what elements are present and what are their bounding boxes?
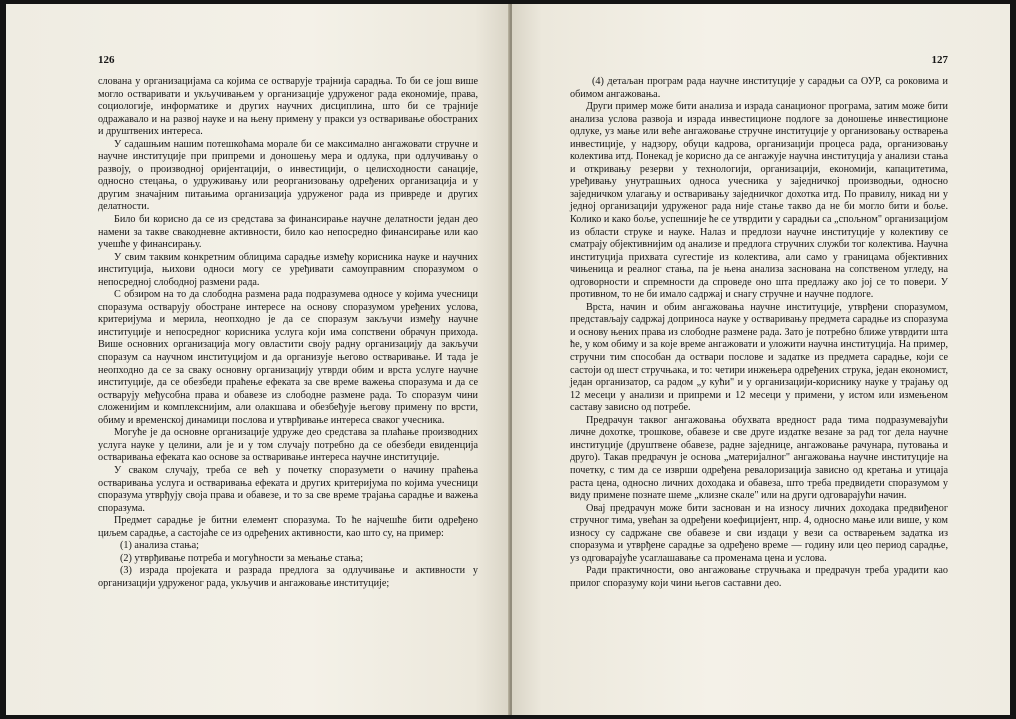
list-item: (1) анализа стања; <box>120 540 199 552</box>
left-page-body <box>98 76 478 590</box>
page-number-left: 126 <box>98 54 115 66</box>
paragraph: Предмет сарадње је битни елемент споразума. То ће најчешће бити одређено циљем сарадње, а састојаће се из одређених активности, као што су, на пример: <box>98 515 478 539</box>
list-item: (3) израда пројеката и разрада предлога за одлучивање и активности у организацији удруженог рада, укључив и ангажовање институције; <box>98 565 478 589</box>
paragraph: Други пример може бити анализа и израда санационог програма, затим може бити анализа услова развоја и израда инвестиционе подлоге за доношење инвестиционе одлуке, уз мање или веће ангажовање стручне институције у организовању остварења инвестиције, у надзору, обуци кадрова, организацији процеса рада, организовању колектива итд. Понекад је корисно да се ангажује научна институција у анализи стања и откривању резерви у технологији, организацији, економији, капацитетима, уређивању унутрашњих односа учесника у заједничкој производњи, односно заједничком улагању и остваривању заједничког дохотка итд. По правилу, никад ни у једној организацији удруженог рада није стање такво да не би могло бити и боље. Колико и како боље, успешније ће се утврдити у сарадњи са „спољном" организацијом из области струке и науке. Налаз и предлози научне институције у колективу се сматрају објективнијим од анализе и предлога стручних служби тог колектива. Научна институција прихвата сугестије из колектива, али само у границама објективних чињеница и реалног стања, па је њена анализа заснована на сопственом угледу, на одговорности и спремности да спроведе оно шта предлажу ако јој се то повери. У противном, то не би имало садржај и снагу стручне и научне подлоге. <box>570 101 948 301</box>
paragraph: С обзиром на то да слободна размена рада подразумева односе у којима учесници споразума остварују обостране интересе на основу споразумом уређених услова, критеријума и мерила, неопходно је да се споразум закључи између научне институције и непосредног корисника услуга који има сопствени обрачун прихода. Више основних организација могу овластити своју радну организацију да закључи споразум са научном институцијом и да организује његово остваривање. И тада је неопходно да се за сваку основну организацију утврди обим и врста услуге научне институције, да се обезбеди праћење ефеката за све време важења споразума и да се остварују међусобна права и обавезе из слободне размене рада. То споразум чини сложенијим и комплекснијим, али олакшава и обезбеђује његову примену по врсти, обиму и временској динамици послова и утврђивање интереса сваког учесника. <box>98 289 478 426</box>
paragraph: Врста, начин и обим ангажовања научне институције, утврђени споразумом, представљају садржај доприноса науке у остваривању предмета сарадње из споразума и основу њених права из слободне размене рада. Зато је потребно ближе утврдити шта ће, у ком обиму и за које време ангажовати и уложити научна институција. На пример, стручни тим способан да оствари послове и задатке из предмета сарадње, који се састоји од шест стручњака, и то: четири инжењера одређених струка, један економист, један организатор, са радом „у кући" и у организацији-кориснику науке у трајању од 12 месеци у анализи и припреми и 12 месеци у примени, у истом или измењеном саставу зависно од потребе. <box>570 301 948 414</box>
paragraph: У свим таквим конкретним облицима сарадње између корисника науке и научних институција, њихови односи могу се уређивати самоуправним споразумом о непосредној слободној размени рада. <box>98 251 478 288</box>
paragraph: У сваком случају, треба се већ у почетку споразумети о начину праћења остваривања услуга и остваривања ефеката и других критеријума по којима учесници споразума утврђују своја права и обавезе, и то за све време трајања сарадње и важења споразума. <box>98 464 478 514</box>
list-item: (4) детаљан програм рада научне институције у сарадњи са ОУР, са роковима и обимом ангажовања. <box>570 76 948 100</box>
right-page-body <box>570 76 948 590</box>
list-item: (2) утврђивање потреба и могућности за мењање стања; <box>120 552 364 564</box>
paragraph: Ради практичности, ово ангажовање стручњака и предрачун треба урадити као прилог споразуму који чини његов саставни део. <box>570 565 948 589</box>
paragraph: Предрачун таквог ангажовања обухвата вредност рада тима подразумевајући личне дохотке, трошкове, обавезе и све друге издатке везане за рад тог дела научне институције (друштвене обавезе, радне заједнице, ангажовање рачунара, путовања и друго). Такав предрачун је основа „материјалног" ангажовања научне институције на почетку, с тим да се изврши одређена ревалоризација зависно од кретања и утицаја раста цена, односно личних доходака и обавеза, што треба предвидети споразумом у виду примене познате шеме „клизне скале" или на други одговарајући начин. <box>570 414 948 502</box>
paragraph: У садашњим нашим потешкоћама морале би се максимално ангажовати стручне и научне институције при припреми и доношењу мера и одлука, при одлучивању о развоју, о производној оријентацији, о инвестицији, о целисходности санације, односно стецања, о удруживању или реорганизовању одређених организација и у другим значајним питањима организација удруженог рада из привреде и других делатности. <box>98 138 478 213</box>
left-page <box>6 4 510 715</box>
right-page <box>512 4 1010 715</box>
page-number-right: 127 <box>931 54 948 66</box>
paragraph: слована у организацијама са којима се остварује трајнија сарадња. То би се још више могло остваривати и укључивањем у организације удруженог рада економије, права, социологије, информатике и других научних дисциплина, што би се трајније одражавало и на развој науке и на њену примену у пракси уз остваривање обостраних и друштвених интереса. <box>98 76 478 138</box>
paragraph: Било би корисно да се из средстава за финансирање научне делатности један део намени за такве свакодневне активности, било као непосредно финансирање или као учешће у финансирању. <box>98 214 478 251</box>
paragraph: Овај предрачун може бити заснован и на износу личних доходака предвиђеног стручног тима, увећан за одређени коефицијент, нпр. 4, односно мање или више, у ком износу су садржане све обавезе и сви издаци у вези са остварењем задатка из споразума и утврђене сарадње за одређено време — годину или цео период сарадње, уз одговарајуће усаглашавање са променама цена и услова. <box>570 502 948 564</box>
paragraph: Могуће је да основне организације удруже део средстава за плаћање производних услуга науке у целини, али је и у том случају потребно да се обезбеди евиденција остваривања ефеката као основе за остваривање интереса научне институције. <box>98 427 478 464</box>
